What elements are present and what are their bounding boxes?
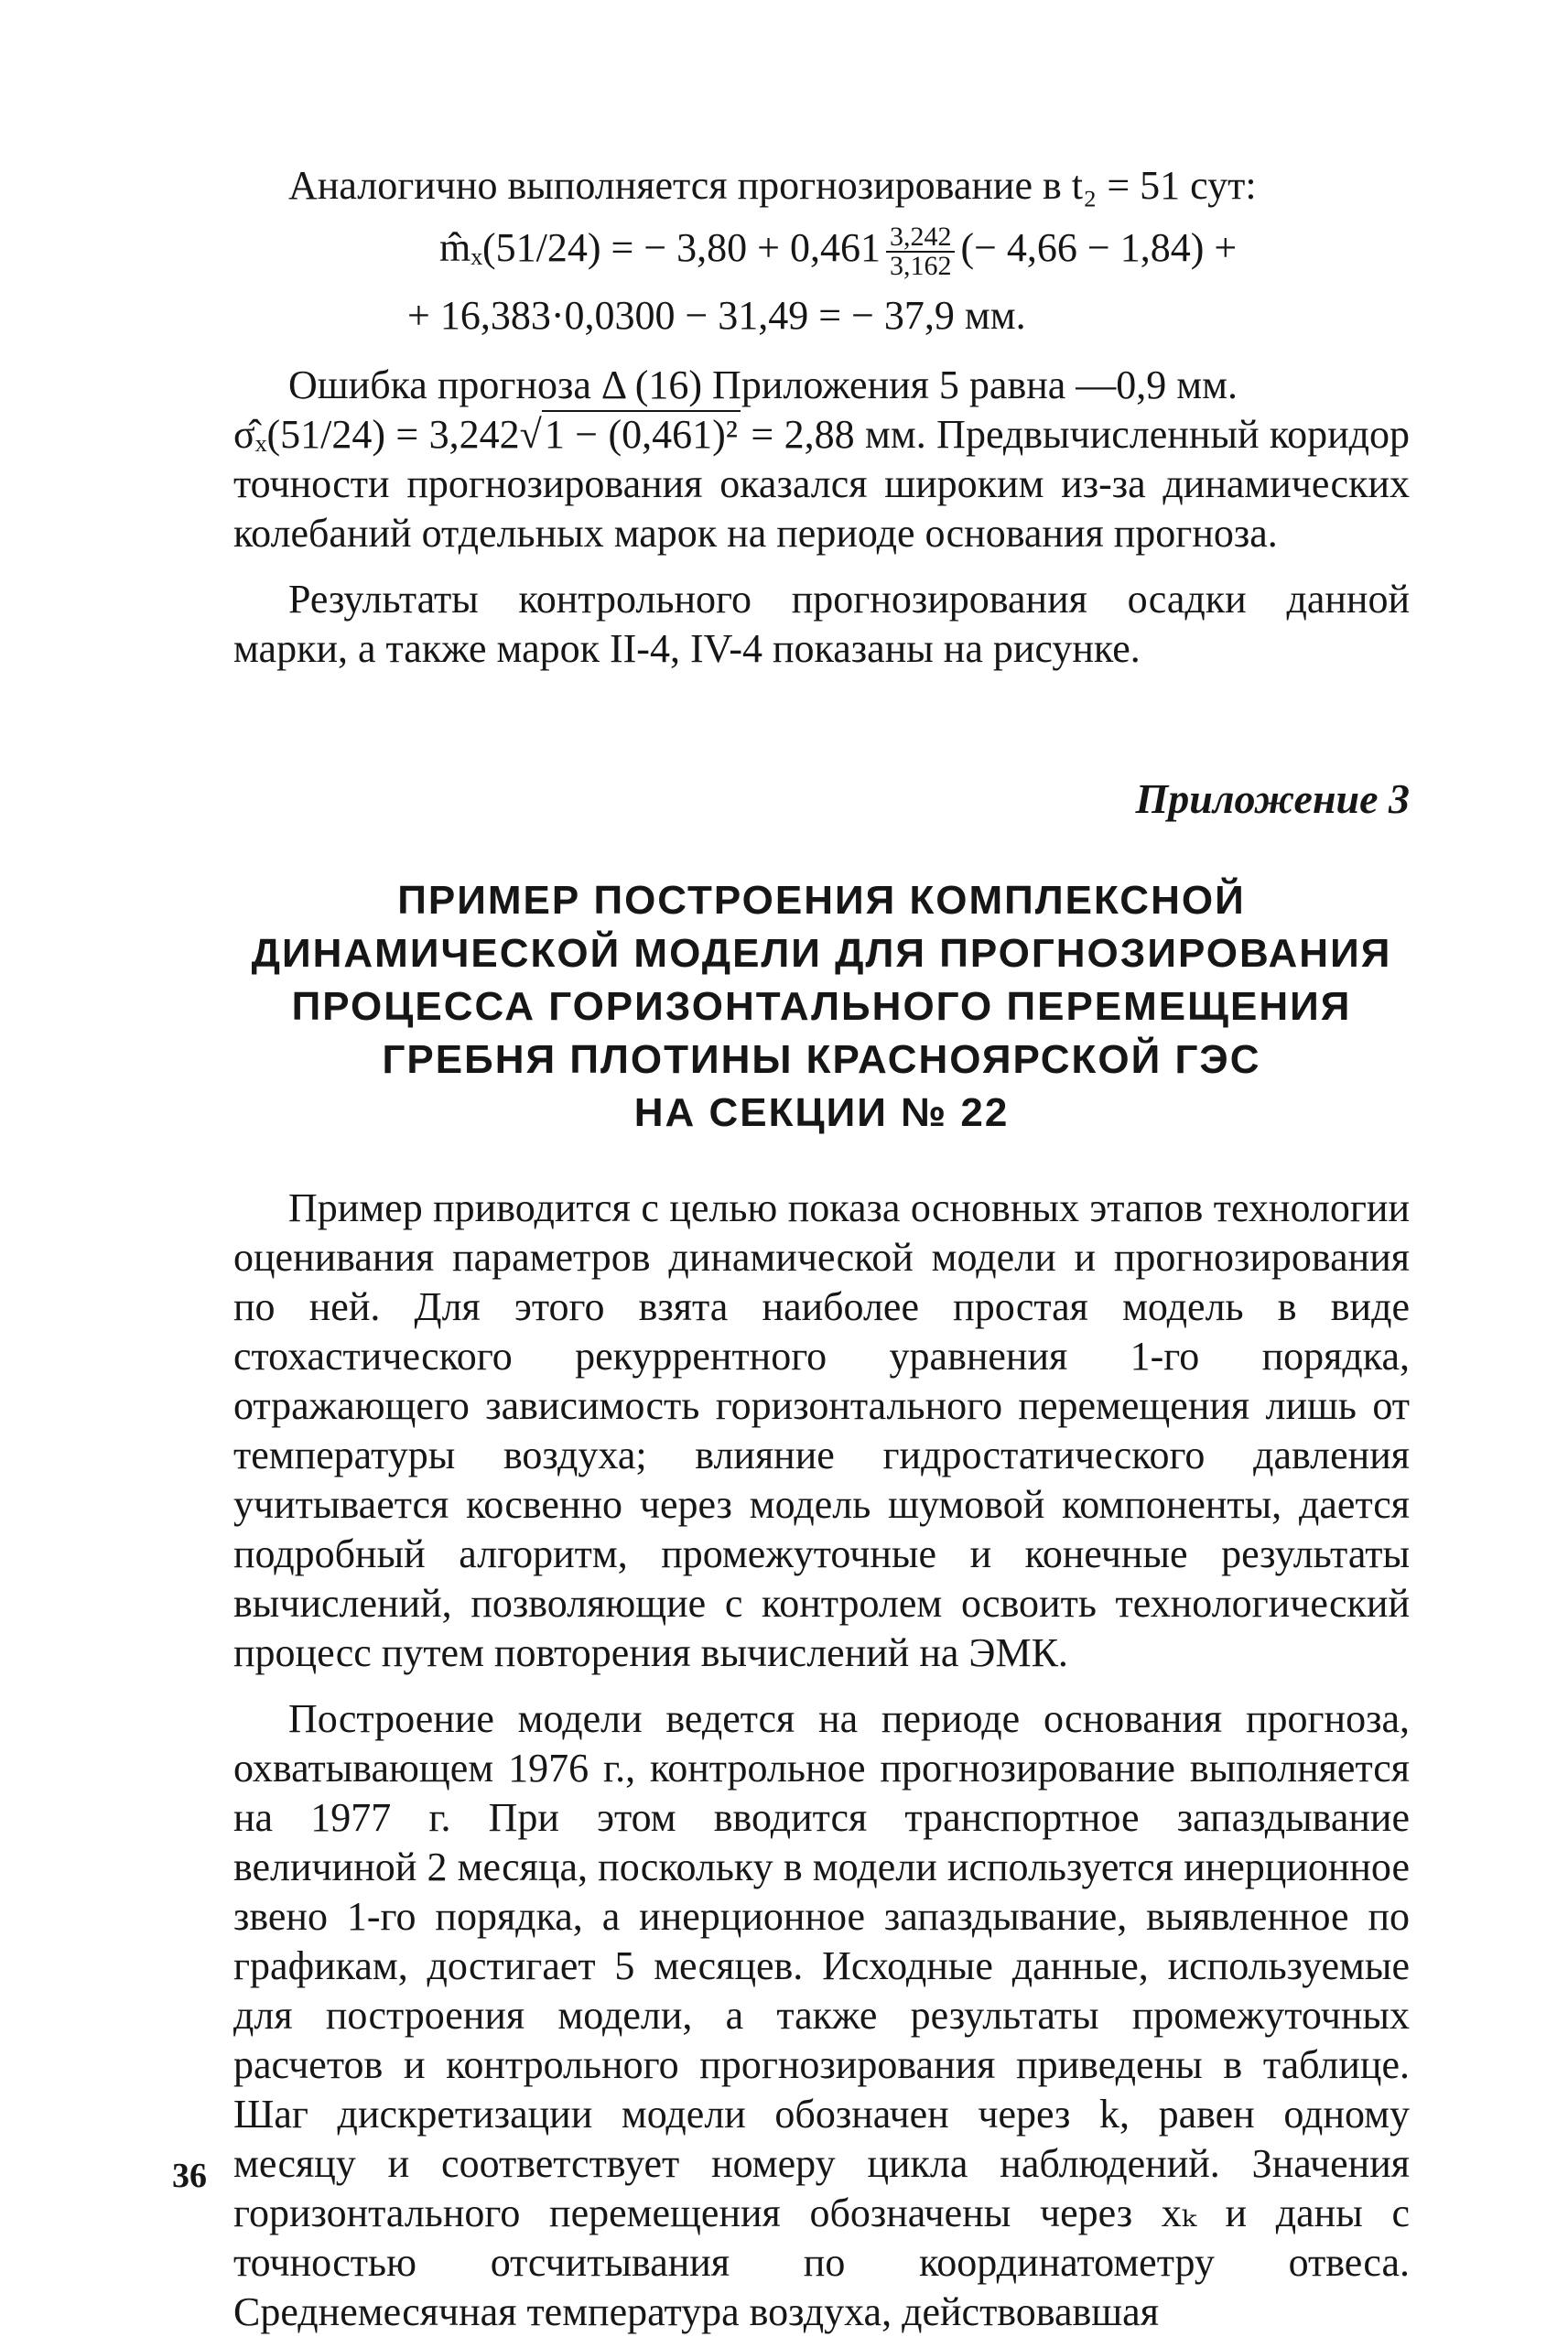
formula-line-1 [439, 223, 1410, 280]
sigma-sqrt-radicand: 1 − (0,461)² [542, 410, 741, 457]
title-line-5: НА СЕКЦИИ № 22 [633, 1090, 1010, 1135]
intro-paragraph: Аналогично выполняется прогнозирование в t₂ = 51 сут: [288, 163, 1257, 208]
appendix-label: Приложение 3 [1135, 775, 1410, 822]
body-paragraph-1: Пример приводится с целью показа основных этапов технологии оценивания параметров динамической модели и прогнозирования по ней. Для этого взята наиболее простая модель в виде стохастического рекуррентного уравнения 1-го порядка, отражающего зависимость горизонтального перемещения лишь от температуры воздуха; влияние гидростатического давления учитывается косвенно через модель шумовой компоненты, дается подробный алгоритм, промежуточные и конечные результаты вычислений, позволяющие с контролем освоить технологический процесс путем повторения вычислений на ЭМК. [233, 1185, 1410, 1675]
body-paragraph-2: Построение модели ведется на периоде основания прогноза, охватывающем 1976 г., контрольное прогнозирование выполняется на 1977 г. При этом вводится транспортное запаздывание величиной 2 месяца, поскольку в модели используется инерционное звено 1-го порядка, а инерционное запаздывание, выявленное по графикам, достигает 5 месяцев. Исходные данные, используемые для построения модели, а также результаты промежуточных расчетов и контрольного прогнозирования приведены в таблице. Шаг дискретизации модели обозначен через k, равен одному месяцу и соответствует номеру цикла наблюдений. Значения горизонтального перемещения обозначены через xₖ и даны с точностью отсчитывания по координатометру отвеса. Среднемесячная температура воздуха, действовавшая [233, 1696, 1410, 2334]
sigma-rest: = 2,88 мм. Предвычисленный коридор точности прогнозирования оказался широким из-за динамических колебаний отдельных марок на периоде основания прогноза. [233, 412, 1411, 556]
title-line-4: ГРЕБНЯ ПЛОТИНЫ КРАСНОЯРСКОЙ ГЭС [382, 1037, 1261, 1082]
page-content [233, 161, 1410, 2337]
sigma-lhs: σ̂ₓ(51/24) = 3,242√ [233, 412, 542, 457]
title-line-2: ДИНАМИЧЕСКОЙ МОДЕЛИ ДЛЯ ПРОГНОЗИРОВАНИЯ [251, 931, 1392, 976]
sigma-paragraph [233, 410, 1410, 558]
appendix-title [233, 874, 1410, 1140]
title-line-3: ПРОЦЕССА ГОРИЗОНТАЛЬНОГО ПЕРЕМЕЩЕНИЯ [291, 984, 1352, 1029]
page-number: 36 [172, 2157, 207, 2195]
fraction-numerator: 3,242 [886, 223, 956, 253]
title-line-1: ПРИМЕР ПОСТРОЕНИЯ КОМПЛЕКСНОЙ [397, 878, 1246, 923]
fraction-denominator: 3,162 [889, 251, 952, 281]
formula-1-fraction [886, 223, 956, 280]
formula-1-lhs: m̂ₓ(51/24) = − 3,80 + 0,461 [439, 225, 881, 271]
formula-line-2: + 16,383·0,0300 − 31,49 = − 37,9 мм. [407, 293, 1026, 338]
results-paragraph: Результаты контрольного прогнозирования осадки данной марки, а также марок II-4, IV-4 показаны на рисунке. [233, 577, 1410, 671]
error-line: Ошибка прогноза Δ (16) Приложения 5 равна —0,9 мм. [288, 362, 1238, 407]
formula-1-rhs: (− 4,66 − 1,84) + [960, 225, 1238, 271]
